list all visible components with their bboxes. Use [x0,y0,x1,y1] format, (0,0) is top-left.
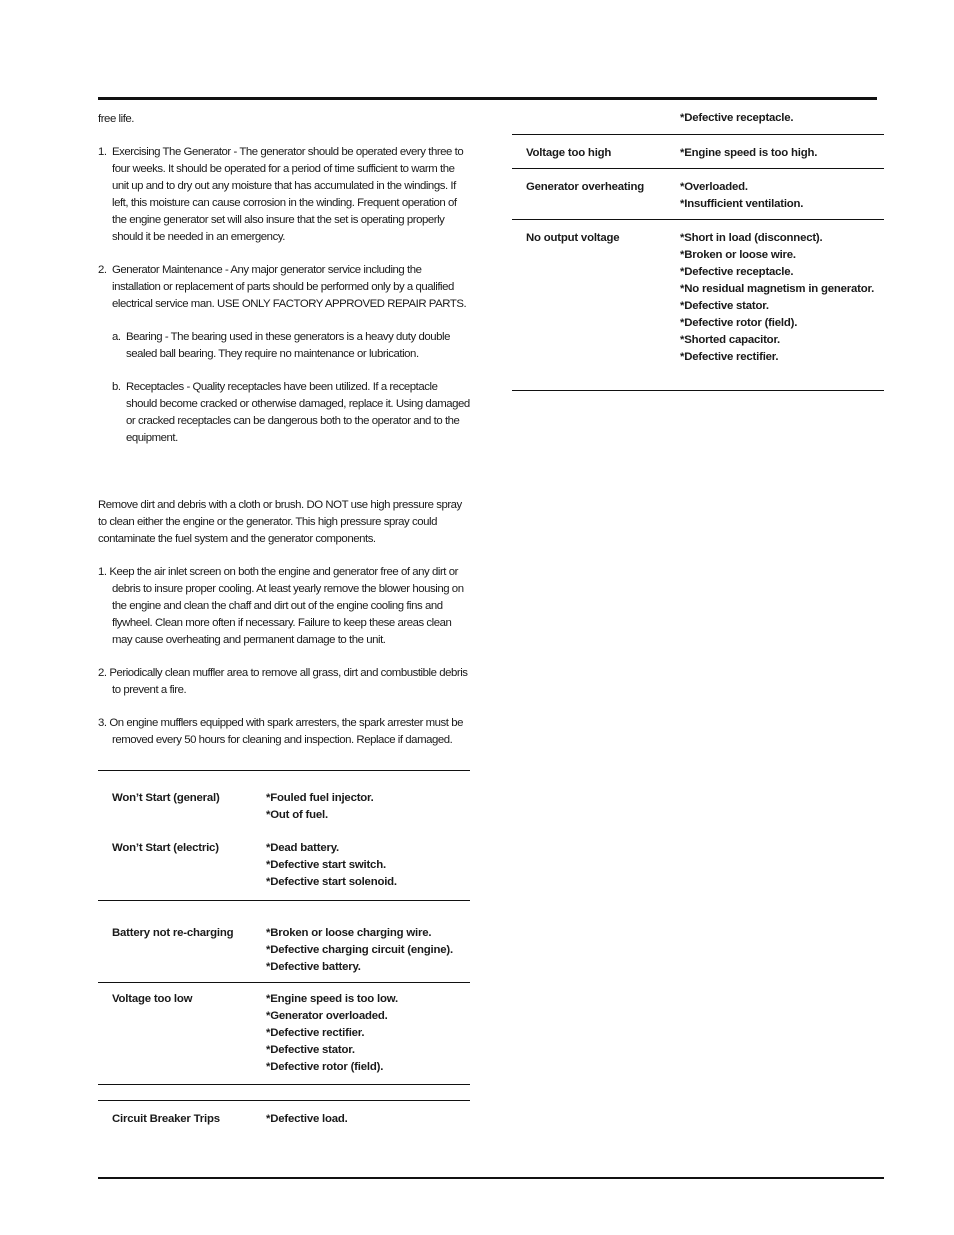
causes-list [266,790,470,824]
cause-item: *Dead battery. [266,842,339,854]
cause-item: *Short in load (disconnect). [680,232,823,244]
troubleshooting-table-right [512,110,884,392]
trouble-row [512,179,884,213]
sub-item [98,379,470,447]
cause-item: *Engine speed is too high. [680,147,818,159]
intro-text: free life. [98,113,135,125]
trouble-row [98,840,470,891]
item-number: 1. [98,146,107,158]
problem-label: Generator overheating [526,181,644,193]
problem-label: No output voltage [526,232,620,244]
problem-label: Voltage too low [112,993,193,1005]
causes-list [680,145,884,162]
cause-item: *Defective stator. [680,300,769,312]
sub-item-letter: b. [112,381,121,393]
problem-label: Voltage too high [526,147,612,159]
problem-label: Battery not re-charging [112,927,234,939]
maintenance-item [98,262,470,313]
cleaning-item: 3. On engine mufflers equipped with spark arresters, the spark arrester must be removed every 50 hours for cleaning and inspection. Replace if damaged. [98,717,464,746]
cause-item: *Defective battery. [266,961,361,973]
cause-item: *Defective rotor (field). [680,317,798,329]
causes-list [680,179,884,213]
causes-list [266,1111,470,1128]
cause-item: *Defective load. [266,1113,348,1125]
trouble-row [98,790,470,824]
problem-label [526,110,680,127]
cause-item: *Defective start switch. [266,859,386,871]
cleaning-item: 2. Periodically clean muffler area to remove all grass, dirt and combustible debris to prevent a fire. [98,667,468,696]
cause-item: *Defective stator. [266,1044,355,1056]
footer-rule [98,1177,884,1179]
cause-item: *Broken or loose charging wire. [266,927,432,939]
sub-item-text: Receptacles - Quality receptacles have been utilized. If a receptacle should become cracked or otherwise damaged, replace it. Using damaged or cracked receptacles can be dangerous both to the operator and to the equipment. [126,381,470,444]
sub-item [98,329,470,363]
cause-item: *Fouled fuel injector. [266,792,374,804]
sub-item-text: Bearing - The bearing used in these generators is a heavy duty double sealed ball bearing. They require no maintenance or lubrication. [126,331,450,360]
trouble-row [512,145,884,162]
maintenance-section [98,111,470,749]
troubleshooting-table-left [98,770,470,1128]
trouble-row [98,925,470,976]
problem-label: Circuit Breaker Trips [112,1113,220,1125]
trouble-row [98,1111,470,1128]
causes-list [680,230,884,366]
sub-item-letter: a. [112,331,121,343]
maintenance-item [98,144,470,246]
cause-item: *Defective charging circuit (engine). [266,944,453,956]
header-rule [98,97,877,100]
cause-item: *Defective rectifier. [680,351,779,363]
causes-list [266,840,470,891]
trouble-row [512,230,884,366]
causes-list [266,925,470,976]
cause-item: *Defective start solenoid. [266,876,397,888]
trouble-row [98,991,470,1076]
cause-item: *Generator overloaded. [266,1010,388,1022]
cause-item: *Overloaded. [680,181,748,193]
cause-item: *Defective receptacle. [680,266,794,278]
cause-item: *No residual magnetism in generator. [680,283,875,295]
cause-item: *Defective rectifier. [266,1027,365,1039]
cause-item: *Shorted capacitor. [680,334,781,346]
table-rule [512,390,884,392]
cause-item: *Defective receptacle. [680,112,794,124]
causes-list [266,991,470,1076]
causes-list [680,110,884,127]
cleaning-item: 1. Keep the air inlet screen on both the engine and generator free of any dirt or debris to insure proper cooling. At least yearly remove the blower housing on the engine and clean the chaff and dirt out of the engine cooling fins and flywheel. Clean more often if necessary. Failure to keep these areas clean may cause overheating and permanent damage to the unit. [98,566,464,646]
cause-item: *Engine speed is too low. [266,993,398,1005]
trouble-row [512,110,884,127]
cleaning-intro: Remove dirt and debris with a cloth or brush. DO NOT use high pressure spray to clean either the engine or the generator. This high pressure spray could contaminate the fuel system and the generator components. [98,499,462,545]
cause-item: *Out of fuel. [266,809,328,821]
cause-item: *Defective rotor (field). [266,1061,384,1073]
problem-label: Won’t Start (electric) [112,842,219,854]
item-text: Generator Maintenance - Any major generator service including the installation or replacement of parts should be performed only by a qualified electrical service man. USE ONLY FACTORY APPROVED REPAIR PARTS. [112,264,467,310]
problem-label: Won’t Start (general) [112,792,220,804]
cause-item: *Broken or loose wire. [680,249,796,261]
item-number: 2. [98,264,107,276]
item-text: Exercising The Generator - The generator should be operated every three to four weeks. It should be operated for a period of time sufficient to warm the unit up and to dry out any moisture that has accumulated in the windings. If left, this moisture can cause corrosion in the winding. Frequent operation of the engine generator set will also insure that the set is operating properly should it be needed in an emergency. [112,146,464,243]
cause-item: *Insufficient ventilation. [680,198,804,210]
